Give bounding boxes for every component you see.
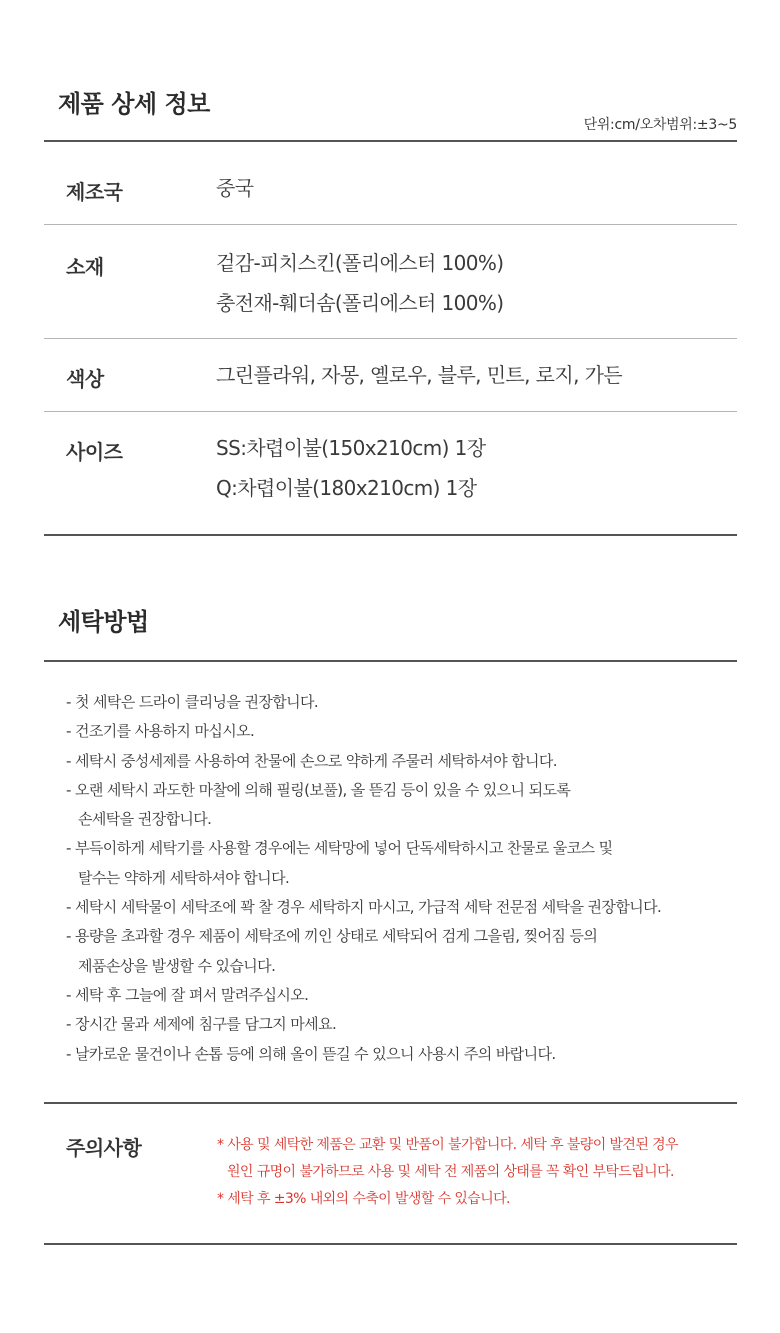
spec-value-line: 중국 bbox=[216, 176, 254, 200]
spec-value-origin bbox=[216, 168, 253, 208]
washing-line: - 건조기를 사용하지 마십시오. bbox=[66, 722, 255, 741]
caution-bottom-divider bbox=[44, 1243, 737, 1245]
spec-value-size bbox=[216, 428, 485, 508]
spec-label-origin: 제조국 bbox=[66, 180, 123, 204]
row-divider bbox=[44, 411, 737, 412]
washing-line: - 세탁시 중성세제를 사용하여 찬물에 손으로 약하게 주물러 세탁하셔야 합니다. bbox=[66, 751, 557, 770]
spec-value-line: 그린플라워, 자몽, 옐로우, 블루, 민트, 로지, 가든 bbox=[216, 363, 623, 387]
detail-title: 제품 상세 정보 bbox=[58, 90, 210, 118]
washing-line: 탈수는 약하게 세탁하셔야 합니다. bbox=[78, 868, 290, 887]
washing-line: - 장시간 물과 세제에 침구를 담그지 마세요. bbox=[66, 1015, 337, 1034]
caution-line: 원인 규명이 불가하므로 사용 및 세탁 전 제품의 상태를 꼭 확인 부탁드립니다. bbox=[227, 1164, 674, 1180]
caution-line: * 사용 및 세탁한 제품은 교환 및 반품이 불가합니다. 세탁 후 불량이 발견된 경우 bbox=[217, 1137, 678, 1153]
washing-instructions bbox=[66, 688, 661, 1069]
caution-notes bbox=[217, 1132, 678, 1213]
washing-line: - 세탁 후 그늘에 잘 펴서 말려주십시오. bbox=[66, 985, 309, 1004]
washing-line: 제품손상을 발생할 수 있습니다. bbox=[78, 956, 276, 975]
spec-label-material: 소재 bbox=[66, 255, 104, 279]
caution-top-divider bbox=[44, 1102, 737, 1104]
washing-line: 손세탁을 권장합니다. bbox=[78, 810, 212, 829]
washing-line: - 용량을 초과할 경우 제품이 세탁조에 끼인 상태로 세탁되어 검게 그을림, 찢어짐 등의 bbox=[66, 927, 598, 946]
spec-value-line: 겉감-피치스킨(폴리에스터 100%) bbox=[216, 251, 504, 275]
row-divider bbox=[44, 224, 737, 225]
detail-top-divider bbox=[44, 140, 737, 142]
spec-value-line: 충전재-훼더솜(폴리에스터 100%) bbox=[216, 291, 504, 315]
washing-line: - 첫 세탁은 드라이 클리닝을 권장합니다. bbox=[66, 693, 319, 711]
caution-label: 주의사항 bbox=[66, 1136, 142, 1160]
caution-line: * 세탁 후 ±3% 내외의 수축이 발생할 수 있습니다. bbox=[217, 1191, 510, 1207]
washing-line: - 오랜 세탁시 과도한 마찰에 의해 필링(보풀), 올 뜯김 등이 있을 수 있으니 되도록 bbox=[66, 780, 571, 799]
spec-value-line: SS:차렵이불(150x210cm) 1장 bbox=[216, 436, 486, 460]
washing-top-divider bbox=[44, 660, 737, 662]
washing-line: - 날카로운 물건이나 손톱 등에 의해 올이 뜯길 수 있으니 사용시 주의 바랍니다. bbox=[66, 1044, 556, 1063]
spec-label-size: 사이즈 bbox=[66, 440, 123, 464]
washing-line: - 세탁시 세탁물이 세탁조에 꽉 찰 경우 세탁하지 마시고, 가급적 세탁 전문점 세탁을 권장합니다. bbox=[66, 898, 662, 917]
unit-note: 단위:cm/오차범위:±3~5 bbox=[583, 117, 737, 133]
washing-title: 세탁방법 bbox=[58, 608, 149, 636]
spec-label-color: 색상 bbox=[66, 367, 104, 391]
row-divider bbox=[44, 338, 737, 339]
spec-value-line: Q:차렵이불(180x210cm) 1장 bbox=[216, 476, 477, 500]
spec-value-material bbox=[216, 243, 503, 323]
washing-line: - 부득이하게 세탁기를 사용할 경우에는 세탁망에 넣어 단독세탁하시고 찬물로 울코스 및 bbox=[66, 839, 613, 858]
detail-bottom-divider bbox=[44, 534, 737, 536]
spec-value-color bbox=[216, 355, 622, 395]
